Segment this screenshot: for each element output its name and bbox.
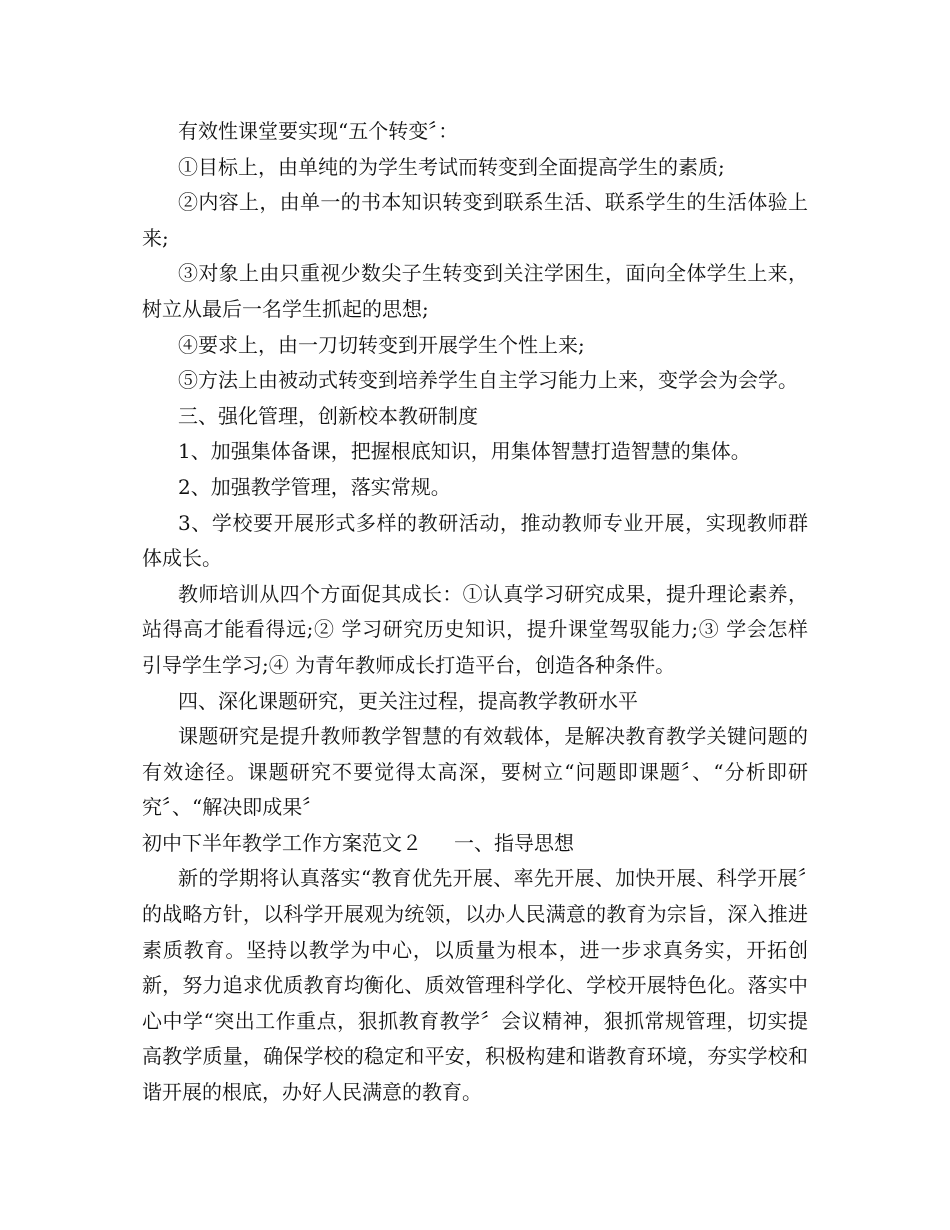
paragraph-target: ③对象上由只重视少数尖子生转变到关注学困生，面向全体学生上来，树立从最后一名学生抓起的思想; [142, 261, 808, 321]
section-heading-management: 三、强化管理，创新校本教研制度 [178, 403, 478, 428]
paragraph-intro: 有效性课堂要实现“五个转变〞： [178, 119, 459, 143]
section-2-title-line [142, 826, 808, 862]
section-heading-research: 四、深化课题研究，更关注过程，提高教学教研水平 [178, 688, 638, 713]
paragraph-requirement: ④要求上，由一刀切转变到开展学生个性上来; [178, 332, 585, 357]
paragraph-goal: ①目标上，由单纯的为学生考试而转变到全面提高学生的素质; [178, 154, 725, 179]
paragraph-topic-research: 课题研究是提升教师教学智慧的有效载体，是解决教育教学关键问题的有效途径。课题研究不要觉得太高深，要树立“问题即课题〞、“分析即研究〞、“解决即成果〞 [142, 724, 808, 820]
section-2-title: 初中下半年教学工作方案范文２ [142, 830, 422, 855]
paragraph-teaching-management: 2、加强教学管理，落实常规。 [178, 474, 451, 499]
paragraph-content: ②内容上，由单一的书本知识转变到联系生活、联系学生的生活体验上来; [142, 190, 808, 250]
paragraph-guiding-thought: 新的学期将认真落实“教育优先开展、率先开展、加快开展、科学开展〞的战略方针，以科学开展观为统领，以办人民满意的教育为宗旨，深入推进素质教育。坚持以教学为中心，以质量为根本，进一步求真务实，开拓创新，努力追求优质教育均衡化、质效管理科学化、学校开展特色化。落实中心中学“突出工作重点，狠抓教育教学〞会议精神，狠抓常规管理，切实提高教学质量，确保学校的稳定和平安，积极构建和谐教育环境，夯实学校和谐开展的根底，办好人民满意的教育。 [142, 866, 808, 1105]
paragraph-lesson-prep: 1、加强集体备课，把握根底知识，用集体智慧打造智慧的集体。 [178, 439, 751, 464]
section-2-heading: 一、指导思想 [454, 830, 574, 855]
document-body [142, 114, 808, 1111]
paragraph-research-activities: 3、学校要开展形式多样的教研活动，推动教师专业开展，实现教师群体成长。 [142, 510, 808, 571]
paragraph-method: ⑤方法上由被动式转变到培养学生自主学习能力上来，变学会为会学。 [178, 368, 798, 393]
paragraph-teacher-training: 教师培训从四个方面促其成长：①认真学习研究成果，提升理论素养，站得高才能看得远;② 学习研究历史知识，提升课堂驾驭能力;③ 学会怎样引导学生学习;④ 为青年教师成长打造平台，创造各种条件。 [142, 581, 808, 677]
